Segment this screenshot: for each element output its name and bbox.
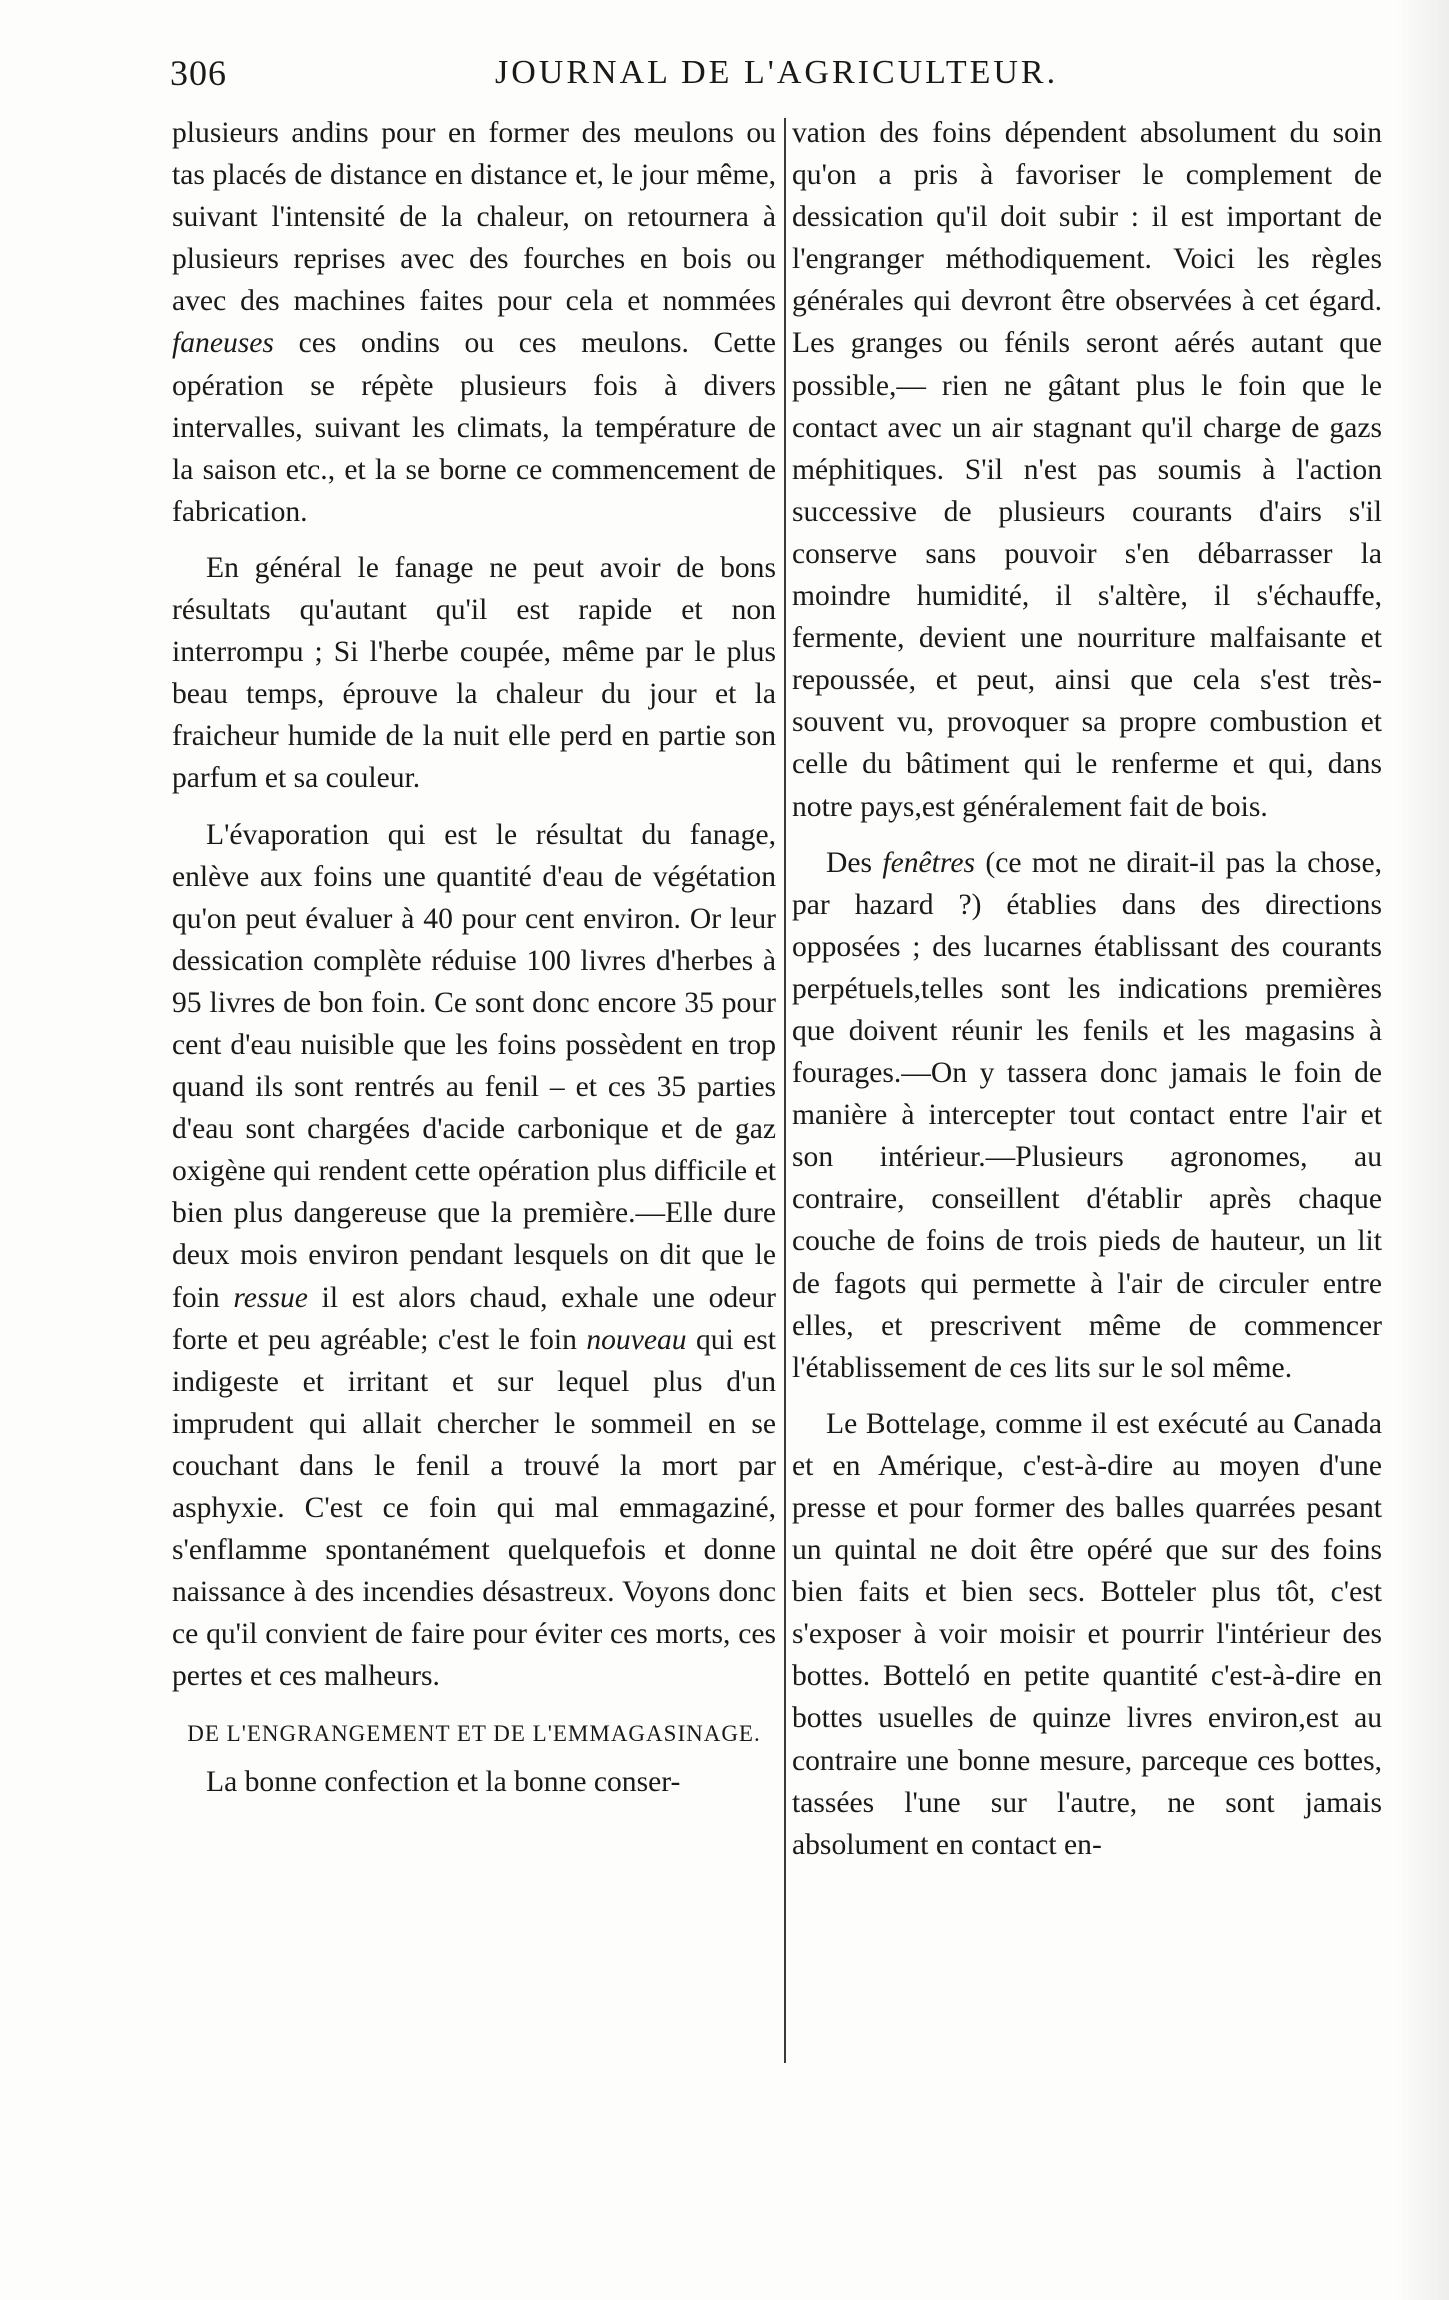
paragraph-text: plusieurs andins pour en former des meulons ou tas placés de distance en distance et, le jour même, suivant l'intensité de la chaleur, on retournera à plusieurs reprises avec des fourches en bois ou avec des machines faites pour cela et nommées — [172, 117, 776, 318]
left-column — [172, 112, 776, 1804]
paragraph-text: ces ondins ou ces meulons. Cette opération se répète plusieurs fois à divers intervalles, suivant les climats, la température de la saison etc., et la se borne ce commencement de fabrication. — [172, 327, 776, 528]
paragraph — [172, 1761, 776, 1803]
paragraph-text: qui est indigeste et irritant et sur lequel plus d'un imprudent qui allait chercher le sommeil en se couchant dans le fenil a trouvé la mort par asphyxie. C'est ce foin qui mal emmagaziné, s'enflamme spontanément quelquefois et donne naissance à des incendies désastreux. Voyons donc ce qu'il convient de faire pour éviter ces morts, ces pertes et ces malheurs. — [172, 1323, 776, 1693]
paragraph-text: vation des foins dépendent absolument du soin qu'on a pris à favoriser le complement de dessication qu'il doit subir : il est important de l'engranger méthodiquement. Voici les règles générales qui devront être observées à cet égard. Les granges ou fénils seront aérés autant que possible,— rien ne gâtant plus le foin que le contact avec un air stagnant qu'il charge de gazs méphitiques. S'il n'est pas soumis à l'action successive de plusieurs courants d'airs s'il conserve sans pouvoir s'en débarrasser la moindre humidité, il s'altère, il s'échauffe, fermente, devient une nourriture malfaisante et repoussée, et peut, ainsi que cela s'est très-souvent vu, provoquer sa propre combustion et celle du bâtiment qui le renferme et qui, dans notre pays,est généralement fait de bois. — [792, 117, 1382, 823]
paragraph-text: En général le fanage ne peut avoir de bons résultats qu'autant qu'il est rapide et non interrompu ; Si l'herbe coupée, même par le plus beau temps, éprouve la chaleur du jour et la fraicheur humide de la nuit elle perd en partie son parfum et sa couleur. — [172, 551, 776, 795]
paragraph — [792, 112, 1382, 828]
page-number: 306 — [170, 53, 227, 93]
page-edge-shadow — [1395, 0, 1449, 2300]
paragraph-text: Le Bottelage, comme il est exécuté au Canada et en Amérique, c'est-à-dire au moyen d'une presse et pour former des balles quarrées pesant un quintal ne doit être opéré que sur des foins bien faits et bien secs. Botteler plus tôt, c'est s'exposer à voir moisir et pourrir l'intérieur des bottes. Botteló en petite quantité c'est-à-dire en bottes usuelles de quinze livres environ,est au contraire une bonne mesure, parceque ces bottes, tassées l'une sur l'autre, ne sont jamais absolument en contact en- — [792, 1407, 1382, 1861]
column-divider — [784, 118, 786, 2063]
italic-term: ressue — [233, 1281, 308, 1314]
paragraph-text: (ce mot ne dirait-il pas la chose, par hazard ?) établies dans des directions opposées ; des lucarnes établissant des courants perpétuels,telles sont les indications premières que doivent réunir les fenils et les magasins à fourages.—On y tassera donc jamais le foin de manière à intercepter tout contact entre l'air et son intérieur.—Plusieurs agronomes, au contraire, conseillent d'établir après chaque couche de foins de trois pieds de hauteur, un lit de fagots qui permette à l'air de circuler entre elles, et prescrivent même de commencer l'établissement de ces lits sur le sol même. — [792, 846, 1382, 1384]
right-column — [792, 112, 1382, 1866]
section-heading: DE L'ENGRANGEMENT ET DE L'EMMAGASINAGE. — [187, 1721, 761, 1747]
paragraph — [172, 814, 776, 1698]
paragraph — [172, 112, 776, 533]
running-head — [170, 52, 1375, 112]
italic-term: nouveau — [586, 1323, 687, 1356]
paragraph-text: La bonne confection et la bonne conser- — [206, 1766, 681, 1799]
paragraph — [792, 842, 1382, 1389]
paragraph-text: L'évaporation qui est le résultat du fanage, enlève aux foins une quantité d'eau de végétation qu'on peut évaluer à 40 pour cent environ. Or leur dessication complète réduise 100 livres d'herbes à 95 livres de bon foin. Ce sont donc encore 35 pour cent d'eau nuisible que les foins possèdent en trop quand ils sont rentrés au fenil – et ces 35 parties d'eau sont chargées d'acide carbonique et de gaz oxigène qui rendent cette opération plus difficile et bien plus dangereuse que la première.—Elle dure deux mois environ pendant lesquels on dit que le foin — [172, 818, 776, 1314]
paragraph-text: Des — [826, 846, 883, 879]
italic-term: fenêtres — [882, 846, 975, 879]
paragraph-text: il est alors chaud, exhale une odeur forte et peu agréable; c'est le foin — [172, 1281, 776, 1356]
paragraph — [792, 1403, 1382, 1866]
paragraph — [172, 547, 776, 800]
italic-term: faneuses — [172, 327, 274, 360]
journal-title: JOURNAL DE L'AGRICULTEUR. — [495, 54, 1059, 91]
